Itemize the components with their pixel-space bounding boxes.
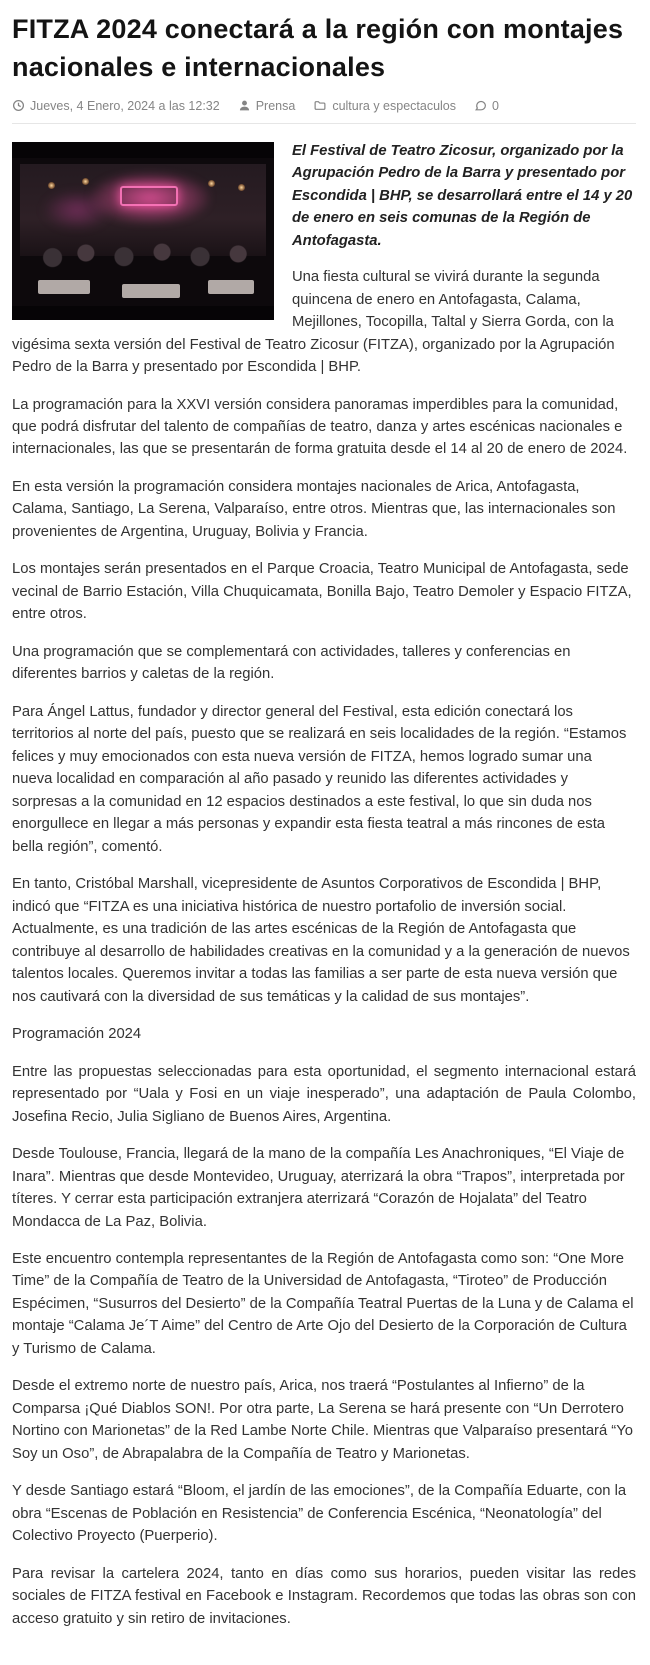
article-paragraph: Desde el extremo norte de nuestro país, Arica, nos traerá “Postulantes al Infierno” de la Comparsa ¡Qué Diablos SON!. Por otra parte, La Serena se hará presente con “Un Derrotero Nortino con Marionetas” de la Red Lambe Norte Chile. Mientras que Valparaíso presentará “Yo Soy un Oso”, de Abrapalabra de la Compañía de Teatro y Marionetas. xyxy=(12,1378,633,1462)
category-label: cultura y espectaculos xyxy=(332,98,457,113)
publish-date xyxy=(12,99,220,113)
article-paragraphs xyxy=(12,266,636,1630)
article-paragraph: Y desde Santiago estará “Bloom, el jardín de las emociones”, de la Compañía Eduarte, con la obra “Escenas de Población en Resistencia” de Conferencia Escénica, “Neonatología” del Colectivo Proyecto (Puerperio). xyxy=(12,1483,627,1545)
stage-table xyxy=(208,280,254,294)
stage-lamp xyxy=(238,184,245,191)
category-link[interactable] xyxy=(313,99,456,113)
article-paragraph: En esta versión la programación considera montajes nacionales de Arica, Antofagasta, Calama, Santiago, La Serena, Valparaíso, entre otros. Mientras que, las internacionales son provenientes de Argentina, Uruguay, Bolivia y Francia. xyxy=(12,478,616,540)
author-label: Prensa xyxy=(255,98,296,113)
article-meta xyxy=(12,99,636,113)
article-body xyxy=(12,140,636,1646)
stage-table xyxy=(122,284,180,298)
comments-count: 0 xyxy=(492,98,499,113)
author-link[interactable] xyxy=(238,99,296,113)
article-paragraph: Los montajes serán presentados en el Parque Croacia, Teatro Municipal de Antofagasta, sede vecinal de Barrio Estación, Villa Chuquicamata, Bonilla Bajo, Teatro Demoler y Espacio FITZA, entre otros. xyxy=(12,561,632,623)
article-paragraph: Una fiesta cultural se vivirá durante la segunda quincena de enero en Antofagasta, Calama, Mejillones, Tocopilla, Taltal y Sierra Gorda, con la vigésima sexta versión del Festival de Teatro Zicosur (FITZA), organizado por la Agrupación Pedro de la Barra y presentado por Escondida | BHP. xyxy=(12,269,615,376)
stage-lamp xyxy=(82,178,89,185)
user-icon xyxy=(238,99,251,112)
article-paragraph: La programación para la XXVI versión considera panoramas imperdibles para la comunidad, que podrá disfrutar del talento de compañías de teatro, danza y artes escénicas nacionales e internacionales, las que se presentarán de forma gratuita desde el 14 al 20 de enero de 2024. xyxy=(12,396,628,458)
publish-date-label: Jueves, 4 Enero, 2024 a las 12:32 xyxy=(30,98,220,113)
article-lead-paragraph: El Festival de Teatro Zicosur, organizado por la Agrupación Pedro de la Barra y presentado por Escondida | BHP, se desarrollará entre el 14 y 20 de enero en seis comunas de la Región de Antofagasta. xyxy=(292,142,633,249)
article-paragraph: Este encuentro contempla representantes de la Región de Antofagasta como son: “One More Time” de la Compañía de Teatro de la Universidad de Antofagasta, “Tiroteo” de Producción Espécimen, “Susurros del Desierto” de la Compañía Teatral Puertas de la Luna y de Calama el montaje “Calama Je´T Aime” del Centro de Arte Ojo del Desierto de la Corporación de Cultura y Turismo de Calama. xyxy=(12,1251,634,1357)
actors-silhouettes xyxy=(24,230,262,276)
stage-lamp xyxy=(208,180,215,187)
article-paragraph: En tanto, Cristóbal Marshall, vicepresidente de Asuntos Corporativos de Escondida | BHP, indicó que “FITZA es una iniciativa histórica de nuestro portafolio de inversión social. Actualmente, es una tradición de las artes escénicas de la Región de Antofagasta que contribuye al desarrollo de habilidades creativas en la comunidad y a la generación de nuevos talentos locales. Queremos invitar a todas las familias a ser parte de esta nueva versión que nos cautivará con la diversidad de sus temáticas y la calidad de sus montajes”. xyxy=(12,876,630,1005)
article-paragraph: Para Ángel Lattus, fundador y director general del Festival, esta edición conectará los territorios al norte del país, puesto que se realizará en seis localidades de la región. “Estamos felices y muy emocionados con esta nueva versión de FITZA, hemos logrado sumar una nueva localidad en comparación al año pasado y reunido las diferentes actividades y sorpresas a la comunidad en 12 espacios destinados a este festival, lo que sin duda nos enorgullece en llegar a más personas y expandir esta fiesta teatral a más rincones de esta bella región”, comentó. xyxy=(12,703,627,855)
article-paragraph: Una programación que se complementará con actividades, talleres y conferencias en diferentes barrios y caletas de la región. xyxy=(12,643,571,683)
article-paragraph: Programación 2024 xyxy=(12,1026,142,1043)
comments-link[interactable] xyxy=(474,99,499,113)
stage-table xyxy=(38,280,90,294)
article-paragraph: Desde Toulouse, Francia, llegará de la mano de la compañía Les Anachroniques, “El Viaje de Inara”. Mientras que desde Montevideo, Uruguay, aterrizará la obra “Trapos”, interpretada por títeres. Y cerrar esta participación extranjera aterrizará “Corazón de Hojalata” del Teatro Mondacca de La Paz, Bolivia. xyxy=(12,1146,625,1230)
comment-icon xyxy=(474,99,487,112)
neon-sign xyxy=(120,186,178,206)
stage-lamp xyxy=(48,182,55,189)
photo-letterbox-bottom xyxy=(12,306,274,320)
photo-letterbox-top xyxy=(12,142,274,158)
meta-divider xyxy=(12,123,636,124)
theater-stage-photo xyxy=(12,142,274,320)
folder-icon xyxy=(313,99,327,112)
page-title: FITZA 2024 conectará a la región con montajes nacionales e internacionales xyxy=(12,14,624,83)
article-paragraph: Para revisar la cartelera 2024, tanto en días como sus horarios, pueden visitar las redes sociales de FITZA festival en Facebook e Instagram. Recordemos que todas las obras son con acceso gratuito y sin retiro de invitaciones. xyxy=(12,1565,636,1627)
clock-icon xyxy=(12,99,25,112)
article-paragraph: Entre las propuestas seleccionadas para esta oportunidad, el segmento internacional estará representado por “Uala y Fosi en un viaje inesperado”, una adaptación de Paula Colombo, Josefina Recio, Julia Sigliano de Buenos Aires, Argentina. xyxy=(12,1063,636,1125)
